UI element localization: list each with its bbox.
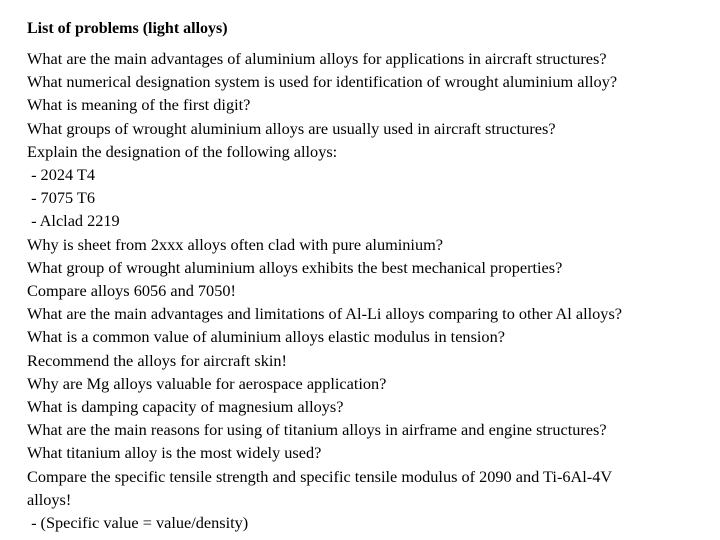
list-item: What titanium alloy is the most widely used? — [27, 443, 322, 463]
list-item: What are the main advantages and limitations of Al-Li alloys comparing to other Al alloys? — [27, 304, 623, 324]
document-title: List of problems (light alloys) — [27, 20, 228, 37]
list-item: Why is sheet from 2xxx alloys often clad with pure aluminium? — [27, 234, 443, 254]
list-item: - 7075 T6 — [27, 188, 95, 208]
list-item: - 2024 T4 — [27, 165, 95, 185]
list-item: Why are Mg alloys valuable for aerospace application? — [27, 373, 387, 393]
list-item: Compare alloys 6056 and 7050! — [27, 281, 236, 301]
list-item: What is damping capacity of magnesium alloys? — [27, 397, 344, 417]
list-item: - Alclad 2219 — [27, 211, 120, 231]
list-item: What numerical designation system is used for identification of wrought aluminium alloy? — [27, 72, 618, 92]
list-item: What groups of wrought aluminium alloys are usually used in aircraft structures? — [27, 118, 556, 138]
list-item: Recommend the alloys for aircraft skin! — [27, 350, 287, 370]
list-item: What is meaning of the first digit? — [27, 95, 251, 115]
list-item: What are the main reasons for using of titanium alloys in airframe and engine structures? — [27, 420, 607, 440]
list-item: alloys! — [27, 489, 72, 509]
list-item: What are the main advantages of aluminium alloys for applications in aircraft structures? — [27, 49, 607, 68]
list-item: What group of wrought aluminium alloys exhibits the best mechanical properties? — [27, 257, 563, 277]
list-item: What is a common value of aluminium alloys elastic modulus in tension? — [27, 327, 505, 347]
list-item: Compare the specific tensile strength and specific tensile modulus of 2090 and Ti-6Al-4V — [27, 466, 613, 486]
problem-list — [27, 47, 720, 534]
list-item: - (Specific value = value/density) — [27, 513, 249, 533]
list-item: Explain the designation of the following alloys: — [27, 141, 338, 161]
